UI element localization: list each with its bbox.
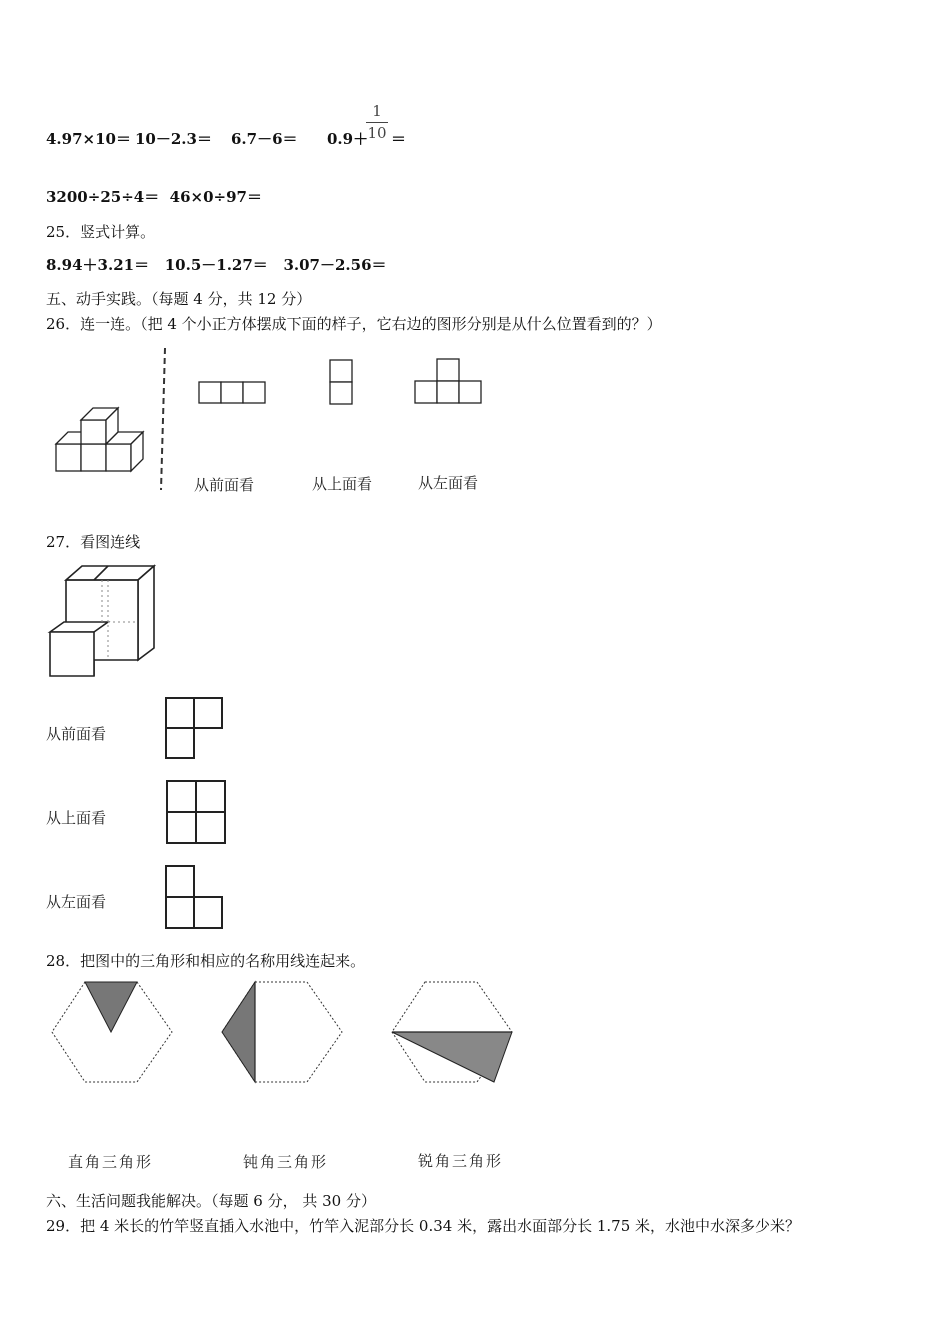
- hexagon-acute-triangle: [52, 982, 172, 1082]
- q28-label-acute-triangle: 锐角三角形: [418, 1152, 504, 1170]
- q27-view-l-shape: [165, 697, 225, 761]
- q28-label-obtuse-triangle: 钝角三角形: [243, 1153, 329, 1171]
- oral-calc-1: 4.97×10＝: [46, 130, 131, 148]
- q26-label-left: 从左面看: [418, 474, 479, 492]
- dashed-divider: [161, 348, 165, 490]
- q27-solid-figure: [44, 560, 164, 685]
- q28-title: 28．把图中的三角形和相应的名称用线连起来。: [46, 952, 366, 970]
- cube-stack: [56, 408, 143, 471]
- q27-label-front: 从前面看: [46, 725, 107, 743]
- view-column-of-two: [330, 360, 352, 404]
- q27-label-top: 从上面看: [46, 809, 107, 827]
- oral-calc-2: 10－2.3＝: [135, 130, 212, 148]
- q27-view-reverse-l: [165, 865, 225, 931]
- hexagon-obtuse-triangle: [392, 982, 512, 1082]
- section6-title: 六、生活问题我能解决。（每题 6 分， 共 30 分）: [46, 1192, 376, 1210]
- q27-view-square: [166, 780, 228, 846]
- oral-calc-row2: 3200÷25÷4＝ 46×0÷97＝: [46, 188, 262, 206]
- q25-title: 25．竖式计算。: [46, 223, 156, 241]
- fraction-one-tenth: [366, 102, 388, 142]
- q26-title: 26．连一连。（把 4 个小正方体摆成下面的样子，它右边的图形分别是从什么位置看到的？）: [46, 315, 662, 333]
- q28-label-right-triangle: 直角三角形: [68, 1153, 154, 1171]
- q26-label-top: 从上面看: [312, 475, 373, 493]
- fraction-denominator: 10: [367, 124, 387, 142]
- q28-figure: [50, 980, 520, 1090]
- q27-title: 27．看图连线: [46, 533, 141, 551]
- q27-label-left: 从左面看: [46, 893, 107, 911]
- view-row-of-three: [199, 382, 265, 403]
- oral-calc-4-suffix: ＝: [391, 130, 407, 148]
- fraction-numerator: 1: [372, 102, 382, 120]
- q29-text: 29．把 4 米长的竹竿竖直插入水池中，竹竿入泥部分长 0.34 米，露出水面部分长 1.75 米，水池中水深多少米？: [46, 1217, 801, 1235]
- q25-problems: 8.94＋3.21＝ 10.5－1.27＝ 3.07－2.56＝: [46, 256, 387, 274]
- section5-title: 五、动手实践。（每题 4 分，共 12 分）: [46, 290, 312, 308]
- hexagon-left-triangle: [222, 982, 342, 1082]
- oral-calc-4-prefix: 0.9＋: [327, 130, 369, 148]
- view-t-shape: [415, 359, 481, 403]
- oral-calc-3: 6.7－6＝: [231, 130, 298, 148]
- q26-label-front: 从前面看: [194, 476, 255, 494]
